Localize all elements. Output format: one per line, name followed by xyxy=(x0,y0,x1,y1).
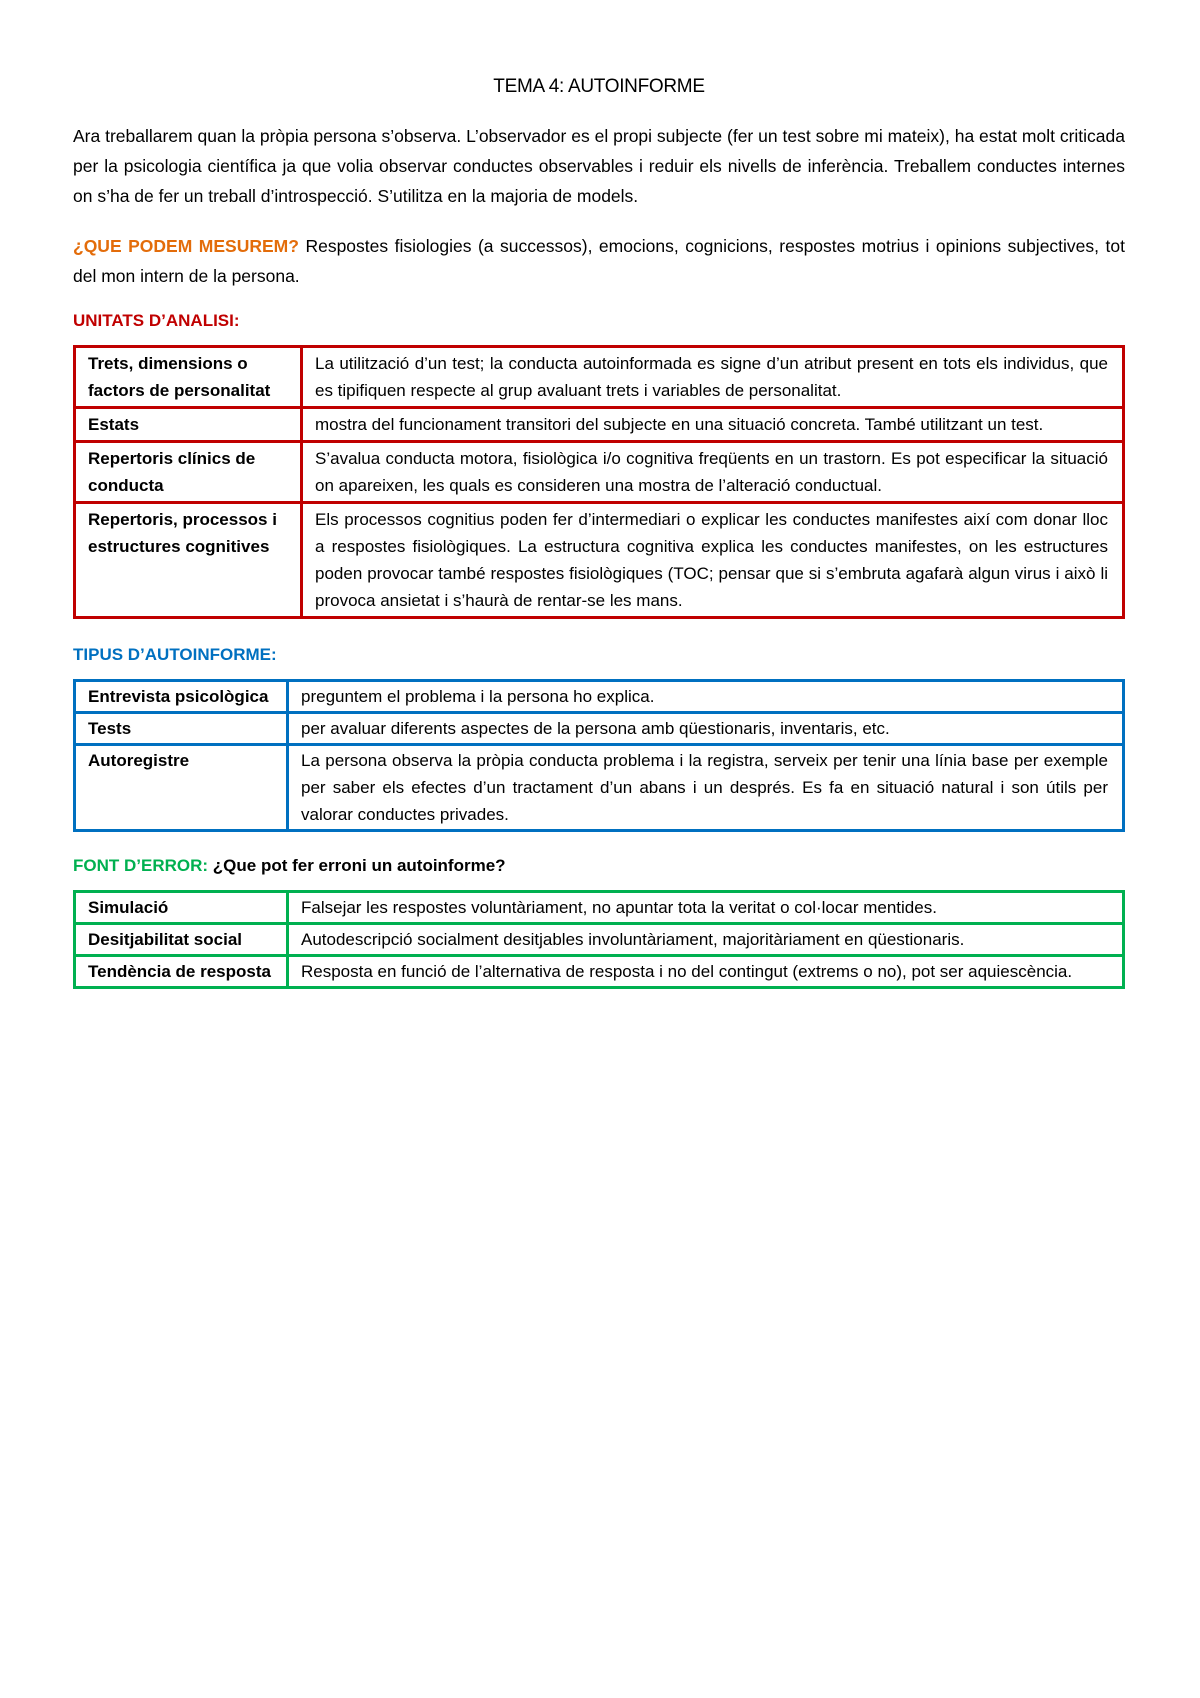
table-row xyxy=(75,442,1124,503)
errors-question: ¿Que pot fer erroni un autoinforme? xyxy=(208,856,506,875)
errors-label: FONT D’ERROR: xyxy=(73,856,209,875)
units-value-cell: S’avalua conducta motora, fisiològica i/o cognitiva freqüents en un trastorn. Es pot especificar la situació on apareixen, les quals es consideren una mostra de l’alteració conductual. xyxy=(302,442,1124,503)
units-key-cell: Trets, dimensions o factors de personalitat xyxy=(75,347,302,408)
types-heading: TIPUS D’AUTOINFORME: xyxy=(73,645,277,664)
measure-paragraph xyxy=(73,231,1125,291)
errors-value-cell: Autodescripció socialment desitjables involuntàriament, majoritàriament en qüestionaris. xyxy=(288,924,1124,956)
types-value-cell: preguntem el problema i la persona ho explica. xyxy=(288,681,1124,713)
units-key-cell: Estats xyxy=(75,408,302,442)
errors-value-cell: Falsejar les respostes voluntàriament, no apuntar tota la veritat o col·locar mentides. xyxy=(288,892,1124,924)
table-row xyxy=(75,347,1124,408)
errors-value-cell: Resposta en funció de l’alternativa de resposta i no del contingut (extrems o no), pot ser aquiescència. xyxy=(288,956,1124,988)
measure-label: ¿QUE PODEM MESUREM? xyxy=(73,236,299,256)
intro-paragraph: Ara treballarem quan la pròpia persona s’observa. L’observador es el propi subjecte (fer un test sobre mi mateix), ha estat molt criticada per la psicologia científica ja que volia observar conductes observables i reduir els nivells de inferència. Treballem conductes internes on s’ha de fer un treball d’introspecció. S’utilitza en la majoria de models. xyxy=(73,126,1125,206)
errors-key-cell: Tendència de resposta xyxy=(75,956,288,988)
table-row xyxy=(75,892,1124,924)
errors-table xyxy=(73,890,1125,989)
table-row xyxy=(75,408,1124,442)
errors-key-cell: Simulació xyxy=(75,892,288,924)
units-value-cell: mostra del funcionament transitori del subjecte en una situació concreta. També utilitzant un test. xyxy=(302,408,1124,442)
units-key-cell: Repertoris, processos i estructures cognitives xyxy=(75,503,302,618)
units-heading: UNITATS D’ANALISI: xyxy=(73,311,240,330)
types-table xyxy=(73,679,1125,832)
document-page xyxy=(73,76,1125,989)
units-table xyxy=(73,345,1125,619)
page-title: TEMA 4: AUTOINFORME xyxy=(493,76,705,97)
measure-text: Respostes fisiologies (a successos), emocions, cognicions, respostes motrius i opinions subjectives, tot del mon intern de la persona. xyxy=(73,236,1125,286)
units-value-cell: La utilització d’un test; la conducta autoinformada es signe d’un atribut present en tots els individus, que es tipifiquen respecte al grup avaluant trets i variables de personalitat. xyxy=(302,347,1124,408)
types-key-cell: Autoregistre xyxy=(75,745,288,831)
types-key-cell: Tests xyxy=(75,713,288,745)
units-value-cell: Els processos cognitius poden fer d’intermediari o explicar les conductes manifestes així com donar lloc a respostes fisiològiques. La estructura cognitiva explica les conductes manifestes, on les estructures poden provocar també respostes fisiològiques (TOC; pensar que si s’embruta agafarà algun virus i això li provoca ansietat i s’haurà de rentar-se les mans. xyxy=(302,503,1124,618)
table-row xyxy=(75,745,1124,831)
table-row xyxy=(75,713,1124,745)
types-value-cell: per avaluar diferents aspectes de la persona amb qüestionaris, inventaris, etc. xyxy=(288,713,1124,745)
errors-heading xyxy=(73,856,1125,876)
table-row xyxy=(75,956,1124,988)
table-row xyxy=(75,503,1124,618)
types-value-cell: La persona observa la pròpia conducta problema i la registra, serveix per tenir una línia base per exemple per saber els efectes d’un tractament d’un abans i un després. Es fa en situació natural i son útils per valorar conductes privades. xyxy=(288,745,1124,831)
table-row xyxy=(75,681,1124,713)
table-row xyxy=(75,924,1124,956)
errors-key-cell: Desitjabilitat social xyxy=(75,924,288,956)
types-key-cell: Entrevista psicològica xyxy=(75,681,288,713)
units-key-cell: Repertoris clínics de conducta xyxy=(75,442,302,503)
